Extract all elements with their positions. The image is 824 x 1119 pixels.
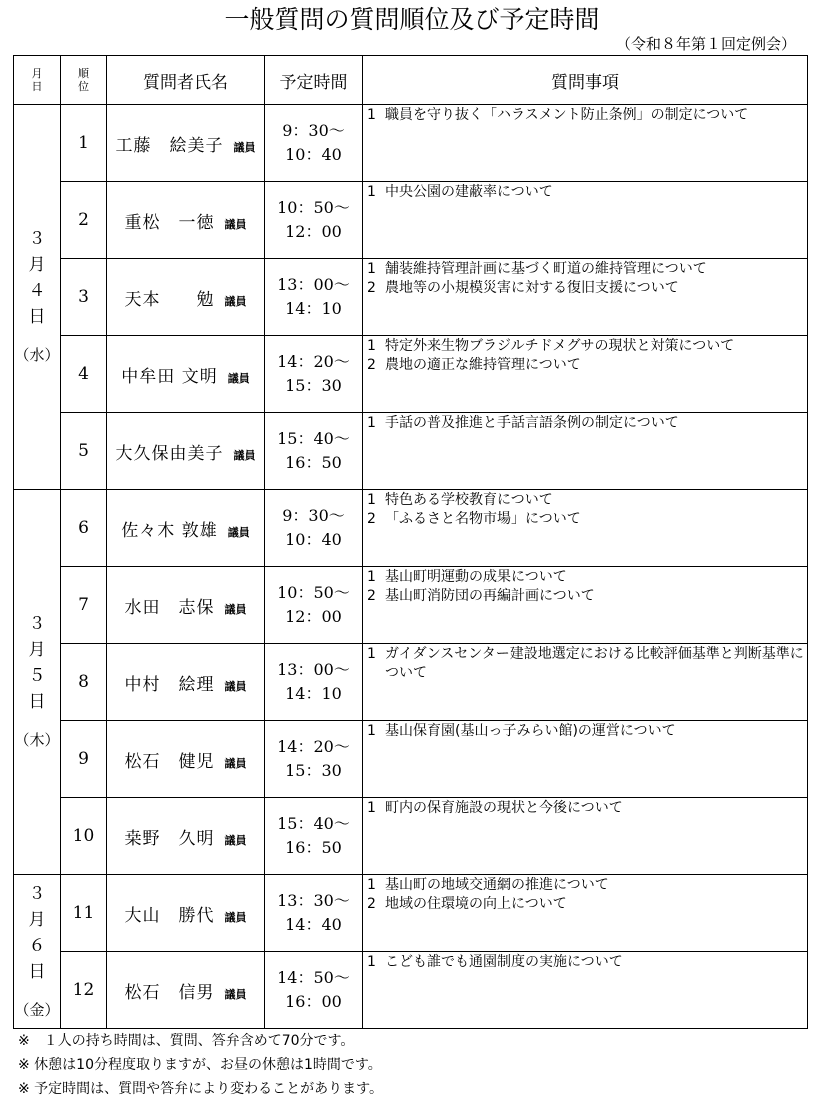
header-rank (61, 56, 107, 105)
questioner-name: 重松 一徳 (124, 212, 215, 233)
topics-cell (363, 875, 808, 952)
topic-item (367, 106, 807, 125)
time-cell (265, 413, 363, 490)
questioner-cell (107, 952, 265, 1029)
schedule-row (14, 567, 808, 644)
start-time: 10：50～ (277, 198, 350, 217)
end-time: 16：50 (285, 453, 342, 472)
questioner-cell (107, 875, 265, 952)
start-time: 13：00～ (277, 275, 350, 294)
topic-number: 1 (367, 723, 376, 739)
topic-number: 1 (367, 954, 376, 970)
topics-cell (363, 798, 808, 875)
topic-number: 1 (367, 492, 376, 508)
time-cell (265, 875, 363, 952)
end-time: 16：50 (285, 838, 342, 857)
questioner-name: 中村 絵理 (124, 674, 215, 695)
header-rank-text: 順位 (78, 67, 89, 93)
time-cell (265, 952, 363, 1029)
header-row (14, 56, 808, 105)
weekday-label: （水） (14, 346, 60, 364)
rank-cell: 9 (61, 721, 107, 798)
topic-text: 町内の保育施設の現状と今後について (385, 800, 623, 816)
rank-cell: 4 (61, 336, 107, 413)
topic-text: 基山町明運動の成果について (385, 569, 567, 585)
questioner-cell (107, 105, 265, 182)
date-label: ３月５日 (28, 614, 46, 712)
schedule-table (13, 55, 808, 1029)
giin-label: 議員 (224, 910, 247, 924)
topic-number: 1 (367, 569, 376, 585)
rank-cell: 7 (61, 567, 107, 644)
rank-cell: 3 (61, 259, 107, 336)
topic-number: 2 (367, 357, 376, 373)
topic-text: ガイダンスセンター建設地選定における比較評価基準と判断基準について (385, 646, 804, 681)
topic-item (367, 722, 807, 741)
start-time: 10：50～ (277, 583, 350, 602)
schedule-body (14, 105, 808, 1029)
giin-label: 議員 (224, 294, 247, 308)
end-time: 10：40 (285, 145, 342, 164)
topic-number: 1 (367, 415, 376, 431)
topics-cell (363, 490, 808, 567)
questioner-name: 松石 信男 (124, 982, 215, 1003)
header-month-day (14, 56, 61, 105)
giin-label: 議員 (224, 833, 247, 847)
schedule-row (14, 798, 808, 875)
topic-text: 基山町の地域交通網の推進について (385, 877, 609, 893)
header-time: 予定時間 (265, 56, 363, 105)
topic-text: 「ふるさと名物市場」について (385, 511, 581, 527)
schedule-row (14, 105, 808, 182)
page-title: 一般質問の質問順位及び予定時間 (224, 5, 600, 34)
schedule-row (14, 721, 808, 798)
questioner-cell (107, 798, 265, 875)
start-time: 13：30～ (277, 891, 350, 910)
time-cell (265, 721, 363, 798)
start-time: 14：50～ (277, 968, 350, 987)
start-time: 15：40～ (277, 429, 350, 448)
questioner-name: 松石 健児 (124, 751, 215, 772)
schedule-row (14, 182, 808, 259)
questioner-name: 大久保由美子 (115, 443, 224, 464)
topics-cell (363, 952, 808, 1029)
start-time: 15：40～ (277, 814, 350, 833)
session-subtitle: （令和８年第１回定例会） (615, 35, 796, 53)
topic-number: 2 (367, 511, 376, 527)
topic-item (367, 645, 807, 683)
topic-item (367, 279, 807, 298)
schedule-row (14, 644, 808, 721)
topic-number: 1 (367, 646, 376, 662)
questioner-name: 桒野 久明 (124, 828, 215, 849)
date-label: ３月４日 (28, 229, 46, 327)
topic-text: 農地等の小規模災害に対する復旧支援について (385, 280, 679, 296)
questioner-name: 佐々木 敦雄 (121, 520, 218, 541)
end-time: 14：10 (285, 299, 342, 318)
topic-text: 基山保育園(基山っ子みらい館)の運営について (385, 723, 676, 739)
end-time: 15：30 (285, 376, 342, 395)
topic-item (367, 895, 807, 914)
time-cell (265, 259, 363, 336)
weekday-label: （金） (14, 1000, 60, 1019)
topic-number: 1 (367, 338, 376, 354)
start-time: 9：30～ (282, 506, 345, 525)
topics-cell (363, 721, 808, 798)
topic-item (367, 953, 807, 972)
topic-number: 1 (367, 877, 376, 893)
topic-number: 1 (367, 800, 376, 816)
end-time: 12：00 (285, 607, 342, 626)
topic-text: 特色ある学校教育について (385, 492, 553, 508)
topic-number: 1 (367, 261, 376, 277)
giin-label: 議員 (227, 371, 250, 385)
weekday-label: （木） (14, 731, 60, 749)
topic-text: 舗装維持管理計画に基づく町道の維持管理について (385, 261, 707, 277)
rank-cell: 11 (61, 875, 107, 952)
questioner-cell (107, 567, 265, 644)
topics-cell (363, 413, 808, 490)
topic-text: 農地の適正な維持管理について (385, 357, 581, 373)
questioner-cell (107, 336, 265, 413)
rank-cell: 1 (61, 105, 107, 182)
date-cell (14, 105, 61, 490)
topic-item (367, 260, 807, 279)
questioner-cell (107, 644, 265, 721)
end-time: 14：10 (285, 684, 342, 703)
note: ※ 予定時間は、質問や答弁により変わることがあります。 (18, 1081, 384, 1097)
time-cell (265, 798, 363, 875)
time-cell (265, 182, 363, 259)
notes (18, 1029, 383, 1101)
questioner-cell (107, 413, 265, 490)
topic-text: 中央公園の建蔽率について (385, 184, 553, 200)
schedule-row (14, 336, 808, 413)
topics-cell (363, 182, 808, 259)
start-time: 14：20～ (277, 352, 350, 371)
rank-cell: 10 (61, 798, 107, 875)
topics-cell (363, 644, 808, 721)
giin-label: 議員 (233, 140, 256, 154)
note: ※ 休憩は10分程度取りますが、お昼の休憩は1時間です。 (18, 1057, 382, 1073)
giin-label: 議員 (224, 756, 247, 770)
questioner-cell (107, 721, 265, 798)
topics-cell (363, 336, 808, 413)
schedule-row (14, 952, 808, 1029)
time-cell (265, 644, 363, 721)
giin-label: 議員 (224, 217, 247, 231)
schedule-row (14, 413, 808, 490)
header-month-day-text: 月日 (31, 67, 43, 93)
topic-text: 地域の住環境の向上について (385, 896, 567, 912)
date-cell (14, 490, 61, 875)
schedule-row (14, 490, 808, 567)
topic-item (367, 491, 807, 510)
rank-cell: 12 (61, 952, 107, 1029)
end-time: 12：00 (285, 222, 342, 241)
time-cell (265, 336, 363, 413)
schedule-row (14, 259, 808, 336)
rank-cell: 2 (61, 182, 107, 259)
topic-item (367, 183, 807, 202)
topic-number: 2 (367, 896, 376, 912)
topic-item (367, 414, 807, 433)
schedule-row (14, 875, 808, 952)
header-name: 質問者氏名 (107, 56, 265, 105)
time-cell (265, 490, 363, 567)
questioner-name: 工藤 絵美子 (115, 135, 224, 156)
time-cell (265, 567, 363, 644)
giin-label: 議員 (224, 602, 247, 616)
questioner-name: 天本 勉 (124, 289, 215, 310)
giin-label: 議員 (227, 525, 250, 539)
time-cell (265, 105, 363, 182)
note: ※ １人の持ち時間は、質問、答弁含めて70分です。 (18, 1033, 355, 1049)
giin-label: 議員 (224, 679, 247, 693)
rank-cell: 8 (61, 644, 107, 721)
topic-item (367, 799, 807, 818)
topic-number: 2 (367, 588, 376, 604)
questioner-name: 中牟田 文明 (121, 366, 218, 387)
topic-number: 1 (367, 184, 376, 200)
start-time: 13：00～ (277, 660, 350, 679)
topic-text: 手話の普及推進と手話言語条例の制定について (385, 415, 679, 431)
topics-cell (363, 105, 808, 182)
rank-cell: 6 (61, 490, 107, 567)
topic-item (367, 568, 807, 587)
topic-item (367, 510, 807, 529)
date-cell (14, 875, 61, 1029)
topic-item (367, 337, 807, 356)
topic-text: 職員を守り抜く「ハラスメント防止条例」の制定について (385, 107, 749, 123)
topic-item (367, 587, 807, 606)
end-time: 15：30 (285, 761, 342, 780)
start-time: 14：20～ (277, 737, 350, 756)
topics-cell (363, 259, 808, 336)
topic-number: 1 (367, 107, 376, 123)
start-time: 9：30～ (282, 121, 345, 140)
questioner-cell (107, 259, 265, 336)
topic-number: 2 (367, 280, 376, 296)
questioner-name: 水田 志保 (124, 597, 215, 618)
topic-text: 基山町消防団の再編計画について (385, 588, 595, 604)
questioner-name: 大山 勝代 (124, 905, 215, 926)
questioner-cell (107, 490, 265, 567)
rank-cell: 5 (61, 413, 107, 490)
date-label: ３月６日 (28, 883, 46, 982)
giin-label: 議員 (224, 987, 247, 1001)
giin-label: 議員 (233, 448, 256, 462)
topics-cell (363, 567, 808, 644)
topic-item (367, 876, 807, 895)
topic-text: 特定外来生物ブラジルチドメグサの現状と対策について (385, 338, 735, 354)
end-time: 14：40 (285, 915, 342, 934)
header-topics: 質問事項 (363, 56, 808, 105)
topic-text: こども誰でも通園制度の実施について (385, 954, 623, 970)
questioner-cell (107, 182, 265, 259)
end-time: 10：40 (285, 530, 342, 549)
end-time: 16：00 (285, 992, 342, 1011)
topic-item (367, 356, 807, 375)
